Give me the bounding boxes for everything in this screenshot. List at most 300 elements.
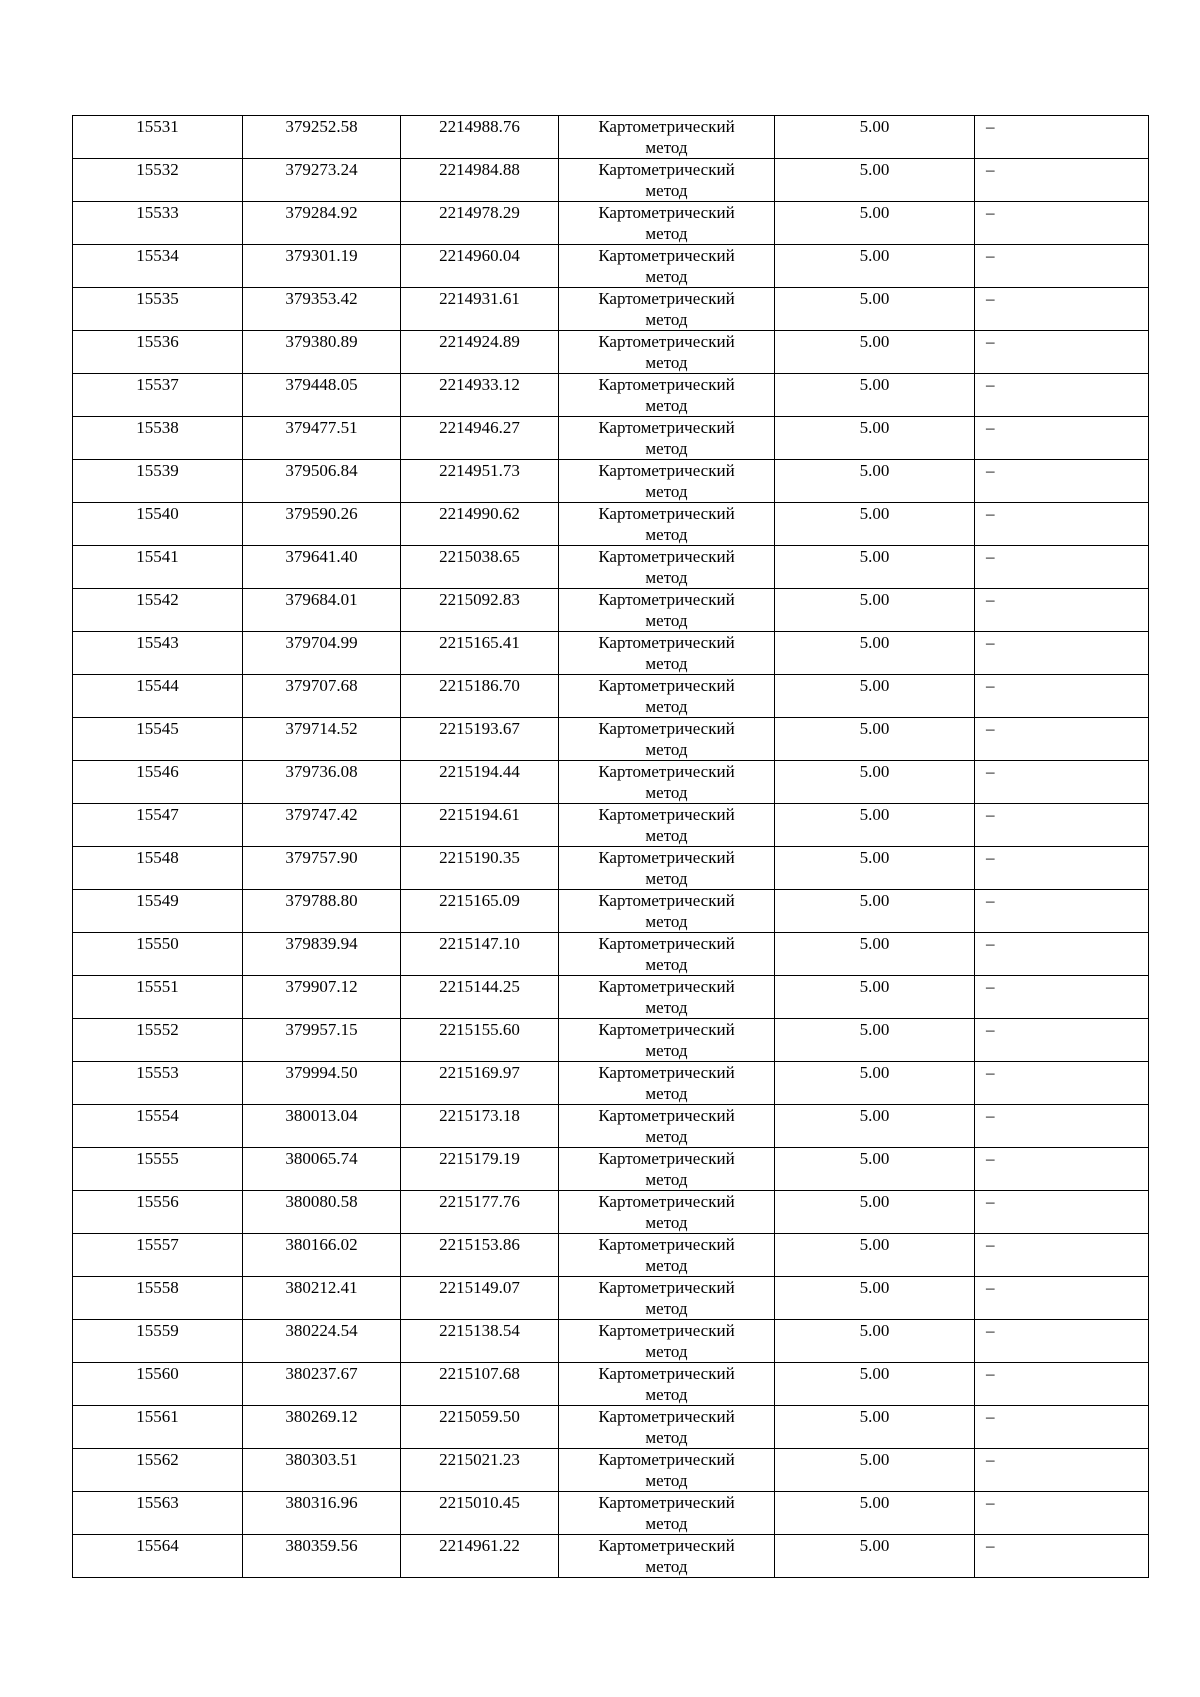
table-row [73,589,1149,632]
note-cell: – [975,288,1149,331]
method-line-2: метод [645,482,688,501]
method-cell [559,1277,775,1320]
method-line-1: Картометрический [598,1450,735,1469]
accuracy-cell: 5.00 [775,202,975,245]
note-cell: – [975,374,1149,417]
method-cell [559,1492,775,1535]
coordinates-table-body [73,116,1149,1578]
coordinates-table [72,115,1149,1578]
method-line-2: метод [645,396,688,415]
coordinate-y-cell: 2215021.23 [401,1449,559,1492]
method-cell [559,374,775,417]
method-line-2: метод [645,697,688,716]
method-cell [559,331,775,374]
note-cell: – [975,1062,1149,1105]
accuracy-cell: 5.00 [775,632,975,675]
point-number-cell: 15558 [73,1277,243,1320]
method-line-2: метод [645,998,688,1017]
coordinate-x-cell: 380080.58 [243,1191,401,1234]
method-line-2: метод [645,1471,688,1490]
method-cell [559,116,775,159]
table-row [73,245,1149,288]
table-row [73,1320,1149,1363]
point-number-cell: 15560 [73,1363,243,1406]
coordinate-y-cell: 2214931.61 [401,288,559,331]
coordinate-x-cell: 379714.52 [243,718,401,761]
accuracy-cell: 5.00 [775,1234,975,1277]
method-line-1: Картометрический [598,289,735,308]
coordinate-y-cell: 2215149.07 [401,1277,559,1320]
method-line-2: метод [645,353,688,372]
coordinate-x-cell: 380212.41 [243,1277,401,1320]
accuracy-cell: 5.00 [775,1019,975,1062]
method-line-2: метод [645,310,688,329]
method-cell [559,159,775,202]
method-line-2: метод [645,654,688,673]
coordinate-x-cell: 379736.08 [243,761,401,804]
coordinate-y-cell: 2215144.25 [401,976,559,1019]
point-number-cell: 15532 [73,159,243,202]
point-number-cell: 15553 [73,1062,243,1105]
accuracy-cell: 5.00 [775,288,975,331]
method-line-2: метод [645,1084,688,1103]
table-row [73,546,1149,589]
coordinate-x-cell: 380166.02 [243,1234,401,1277]
coordinate-y-cell: 2215194.44 [401,761,559,804]
point-number-cell: 15538 [73,417,243,460]
method-line-2: метод [645,955,688,974]
coordinate-y-cell: 2214984.88 [401,159,559,202]
note-cell: – [975,1234,1149,1277]
note-cell: – [975,1019,1149,1062]
method-line-2: метод [645,1256,688,1275]
coordinate-y-cell: 2215193.67 [401,718,559,761]
coordinate-y-cell: 2214933.12 [401,374,559,417]
method-cell [559,632,775,675]
coordinate-x-cell: 379907.12 [243,976,401,1019]
coordinate-y-cell: 2215147.10 [401,933,559,976]
method-line-1: Картометрический [598,332,735,351]
method-cell [559,202,775,245]
coordinate-x-cell: 379353.42 [243,288,401,331]
coordinate-x-cell: 379994.50 [243,1062,401,1105]
accuracy-cell: 5.00 [775,675,975,718]
method-line-1: Картометрический [598,848,735,867]
table-row [73,1191,1149,1234]
point-number-cell: 15539 [73,460,243,503]
method-cell [559,503,775,546]
table-row [73,632,1149,675]
table-row [73,804,1149,847]
method-cell [559,1062,775,1105]
note-cell: – [975,1363,1149,1406]
note-cell: – [975,933,1149,976]
accuracy-cell: 5.00 [775,331,975,374]
point-number-cell: 15531 [73,116,243,159]
table-row [73,1019,1149,1062]
coordinate-y-cell: 2214990.62 [401,503,559,546]
table-row [73,976,1149,1019]
point-number-cell: 15549 [73,890,243,933]
note-cell: – [975,589,1149,632]
coordinate-y-cell: 2215010.45 [401,1492,559,1535]
table-row [73,460,1149,503]
point-number-cell: 15563 [73,1492,243,1535]
method-line-1: Картометрический [598,1278,735,1297]
method-line-2: метод [645,912,688,931]
method-cell [559,1234,775,1277]
method-line-1: Картометрический [598,1364,735,1383]
point-number-cell: 15562 [73,1449,243,1492]
point-number-cell: 15536 [73,331,243,374]
coordinate-y-cell: 2215138.54 [401,1320,559,1363]
table-row [73,202,1149,245]
method-line-2: метод [645,1557,688,1576]
note-cell: – [975,202,1149,245]
method-line-2: метод [645,1170,688,1189]
coordinate-y-cell: 2214924.89 [401,331,559,374]
method-line-2: метод [645,525,688,544]
point-number-cell: 15535 [73,288,243,331]
note-cell: – [975,1148,1149,1191]
point-number-cell: 15557 [73,1234,243,1277]
note-cell: – [975,1535,1149,1578]
table-row [73,1234,1149,1277]
coordinate-y-cell: 2215155.60 [401,1019,559,1062]
coordinate-x-cell: 379380.89 [243,331,401,374]
method-line-1: Картометрический [598,160,735,179]
coordinate-y-cell: 2215038.65 [401,546,559,589]
point-number-cell: 15545 [73,718,243,761]
coordinate-y-cell: 2215165.09 [401,890,559,933]
note-cell: – [975,890,1149,933]
table-row [73,288,1149,331]
method-line-1: Картометрический [598,418,735,437]
accuracy-cell: 5.00 [775,374,975,417]
table-row [73,417,1149,460]
coordinate-x-cell: 379707.68 [243,675,401,718]
note-cell: – [975,546,1149,589]
table-row [73,1535,1149,1578]
coordinate-x-cell: 379284.92 [243,202,401,245]
table-row [73,847,1149,890]
coordinate-x-cell: 380303.51 [243,1449,401,1492]
note-cell: – [975,245,1149,288]
point-number-cell: 15559 [73,1320,243,1363]
point-number-cell: 15552 [73,1019,243,1062]
method-line-1: Картометрический [598,719,735,738]
coordinate-x-cell: 379839.94 [243,933,401,976]
accuracy-cell: 5.00 [775,890,975,933]
method-line-1: Картометрический [598,117,735,136]
accuracy-cell: 5.00 [775,976,975,1019]
method-cell [559,546,775,589]
accuracy-cell: 5.00 [775,1492,975,1535]
accuracy-cell: 5.00 [775,1535,975,1578]
accuracy-cell: 5.00 [775,245,975,288]
accuracy-cell: 5.00 [775,1277,975,1320]
accuracy-cell: 5.00 [775,1363,975,1406]
coordinate-x-cell: 379477.51 [243,417,401,460]
coordinate-y-cell: 2215059.50 [401,1406,559,1449]
method-line-2: метод [645,1342,688,1361]
coordinate-y-cell: 2215186.70 [401,675,559,718]
note-cell: – [975,632,1149,675]
note-cell: – [975,675,1149,718]
coordinate-y-cell: 2215190.35 [401,847,559,890]
method-cell [559,1363,775,1406]
note-cell: – [975,417,1149,460]
note-cell: – [975,159,1149,202]
method-line-2: метод [645,138,688,157]
method-cell [559,718,775,761]
method-line-2: метод [645,611,688,630]
note-cell: – [975,116,1149,159]
method-line-1: Картометрический [598,504,735,523]
method-line-1: Картометрический [598,1407,735,1426]
method-cell [559,804,775,847]
accuracy-cell: 5.00 [775,503,975,546]
accuracy-cell: 5.00 [775,1105,975,1148]
coordinate-y-cell: 2214951.73 [401,460,559,503]
point-number-cell: 15540 [73,503,243,546]
table-row [73,675,1149,718]
point-number-cell: 15544 [73,675,243,718]
method-line-2: метод [645,1127,688,1146]
method-cell [559,675,775,718]
method-cell [559,1406,775,1449]
method-line-2: метод [645,869,688,888]
coordinate-x-cell: 379590.26 [243,503,401,546]
method-cell [559,761,775,804]
coordinate-y-cell: 2215173.18 [401,1105,559,1148]
accuracy-cell: 5.00 [775,1148,975,1191]
coordinate-y-cell: 2214978.29 [401,202,559,245]
table-row [73,1492,1149,1535]
table-row [73,933,1149,976]
method-line-2: метод [645,1299,688,1318]
coordinate-y-cell: 2215092.83 [401,589,559,632]
point-number-cell: 15541 [73,546,243,589]
method-line-1: Картометрический [598,934,735,953]
method-cell [559,1535,775,1578]
table-row [73,761,1149,804]
method-line-1: Картометрический [598,1106,735,1125]
accuracy-cell: 5.00 [775,1062,975,1105]
method-line-2: метод [645,1385,688,1404]
accuracy-cell: 5.00 [775,718,975,761]
method-line-2: метод [645,267,688,286]
accuracy-cell: 5.00 [775,804,975,847]
method-cell [559,1148,775,1191]
method-line-2: метод [645,826,688,845]
method-line-1: Картометрический [598,1192,735,1211]
method-line-1: Картометрический [598,461,735,480]
accuracy-cell: 5.00 [775,116,975,159]
coordinate-y-cell: 2214946.27 [401,417,559,460]
table-row [73,159,1149,202]
note-cell: – [975,1492,1149,1535]
coordinate-x-cell: 380237.67 [243,1363,401,1406]
method-cell [559,1191,775,1234]
method-line-2: метод [645,181,688,200]
method-cell [559,933,775,976]
coordinate-y-cell: 2215194.61 [401,804,559,847]
coordinate-y-cell: 2214988.76 [401,116,559,159]
method-line-1: Картометрический [598,1149,735,1168]
method-cell [559,288,775,331]
table-row [73,1363,1149,1406]
coordinate-x-cell: 379301.19 [243,245,401,288]
coordinate-y-cell: 2215179.19 [401,1148,559,1191]
note-cell: – [975,761,1149,804]
point-number-cell: 15533 [73,202,243,245]
note-cell: – [975,976,1149,1019]
point-number-cell: 15534 [73,245,243,288]
point-number-cell: 15546 [73,761,243,804]
note-cell: – [975,1191,1149,1234]
point-number-cell: 15537 [73,374,243,417]
method-cell [559,1449,775,1492]
method-line-1: Картометрический [598,977,735,996]
coordinate-y-cell: 2214961.22 [401,1535,559,1578]
method-cell [559,460,775,503]
note-cell: – [975,503,1149,546]
note-cell: – [975,1406,1149,1449]
coordinate-x-cell: 379757.90 [243,847,401,890]
coordinate-y-cell: 2215165.41 [401,632,559,675]
method-line-1: Картометрический [598,1020,735,1039]
point-number-cell: 15561 [73,1406,243,1449]
coordinate-x-cell: 379448.05 [243,374,401,417]
table-row [73,1062,1149,1105]
method-line-2: метод [645,740,688,759]
coordinate-x-cell: 379641.40 [243,546,401,589]
point-number-cell: 15548 [73,847,243,890]
coordinate-x-cell: 379704.99 [243,632,401,675]
method-line-1: Картометрический [598,1321,735,1340]
coordinate-x-cell: 380359.56 [243,1535,401,1578]
note-cell: – [975,460,1149,503]
coordinate-x-cell: 380269.12 [243,1406,401,1449]
method-cell [559,847,775,890]
method-cell [559,890,775,933]
point-number-cell: 15554 [73,1105,243,1148]
method-line-2: метод [645,224,688,243]
table-row [73,1148,1149,1191]
accuracy-cell: 5.00 [775,1320,975,1363]
point-number-cell: 15551 [73,976,243,1019]
note-cell: – [975,1320,1149,1363]
accuracy-cell: 5.00 [775,417,975,460]
method-cell [559,1105,775,1148]
accuracy-cell: 5.00 [775,1191,975,1234]
table-row [73,890,1149,933]
method-line-2: метод [645,1213,688,1232]
coordinate-y-cell: 2215107.68 [401,1363,559,1406]
coordinate-x-cell: 379788.80 [243,890,401,933]
note-cell: – [975,804,1149,847]
coordinate-x-cell: 379506.84 [243,460,401,503]
method-line-2: метод [645,783,688,802]
coordinate-y-cell: 2214960.04 [401,245,559,288]
method-line-1: Картометрический [598,805,735,824]
accuracy-cell: 5.00 [775,933,975,976]
method-line-2: метод [645,439,688,458]
table-row [73,116,1149,159]
table-row [73,1277,1149,1320]
coordinate-x-cell: 379957.15 [243,1019,401,1062]
table-row [73,718,1149,761]
coordinate-x-cell: 379252.58 [243,116,401,159]
method-line-1: Картометрический [598,1493,735,1512]
table-row [73,331,1149,374]
point-number-cell: 15542 [73,589,243,632]
method-line-2: метод [645,1041,688,1060]
method-line-1: Картометрический [598,891,735,910]
method-line-1: Картометрический [598,676,735,695]
coordinate-y-cell: 2215153.86 [401,1234,559,1277]
accuracy-cell: 5.00 [775,1449,975,1492]
method-line-1: Картометрический [598,547,735,566]
coordinate-x-cell: 380224.54 [243,1320,401,1363]
point-number-cell: 15547 [73,804,243,847]
method-line-1: Картометрический [598,1235,735,1254]
point-number-cell: 15556 [73,1191,243,1234]
point-number-cell: 15550 [73,933,243,976]
method-line-1: Картометрический [598,762,735,781]
note-cell: – [975,847,1149,890]
table-row [73,1406,1149,1449]
point-number-cell: 15564 [73,1535,243,1578]
method-line-1: Картометрический [598,203,735,222]
method-cell [559,1019,775,1062]
accuracy-cell: 5.00 [775,159,975,202]
accuracy-cell: 5.00 [775,761,975,804]
method-cell [559,245,775,288]
accuracy-cell: 5.00 [775,589,975,632]
method-line-2: метод [645,1428,688,1447]
method-line-2: метод [645,568,688,587]
method-line-1: Картометрический [598,1536,735,1555]
coordinate-x-cell: 380065.74 [243,1148,401,1191]
method-cell [559,589,775,632]
coordinate-x-cell: 379273.24 [243,159,401,202]
note-cell: – [975,1277,1149,1320]
note-cell: – [975,1105,1149,1148]
accuracy-cell: 5.00 [775,546,975,589]
accuracy-cell: 5.00 [775,1406,975,1449]
note-cell: – [975,331,1149,374]
table-row [73,503,1149,546]
method-cell [559,417,775,460]
accuracy-cell: 5.00 [775,460,975,503]
coordinate-y-cell: 2215169.97 [401,1062,559,1105]
table-row [73,1105,1149,1148]
coordinate-x-cell: 379747.42 [243,804,401,847]
method-cell [559,1320,775,1363]
coordinate-x-cell: 380316.96 [243,1492,401,1535]
method-line-1: Картометрический [598,246,735,265]
table-row [73,374,1149,417]
point-number-cell: 15543 [73,632,243,675]
coordinate-y-cell: 2215177.76 [401,1191,559,1234]
note-cell: – [975,1449,1149,1492]
accuracy-cell: 5.00 [775,847,975,890]
note-cell: – [975,718,1149,761]
method-line-1: Картометрический [598,1063,735,1082]
method-line-1: Картометрический [598,633,735,652]
